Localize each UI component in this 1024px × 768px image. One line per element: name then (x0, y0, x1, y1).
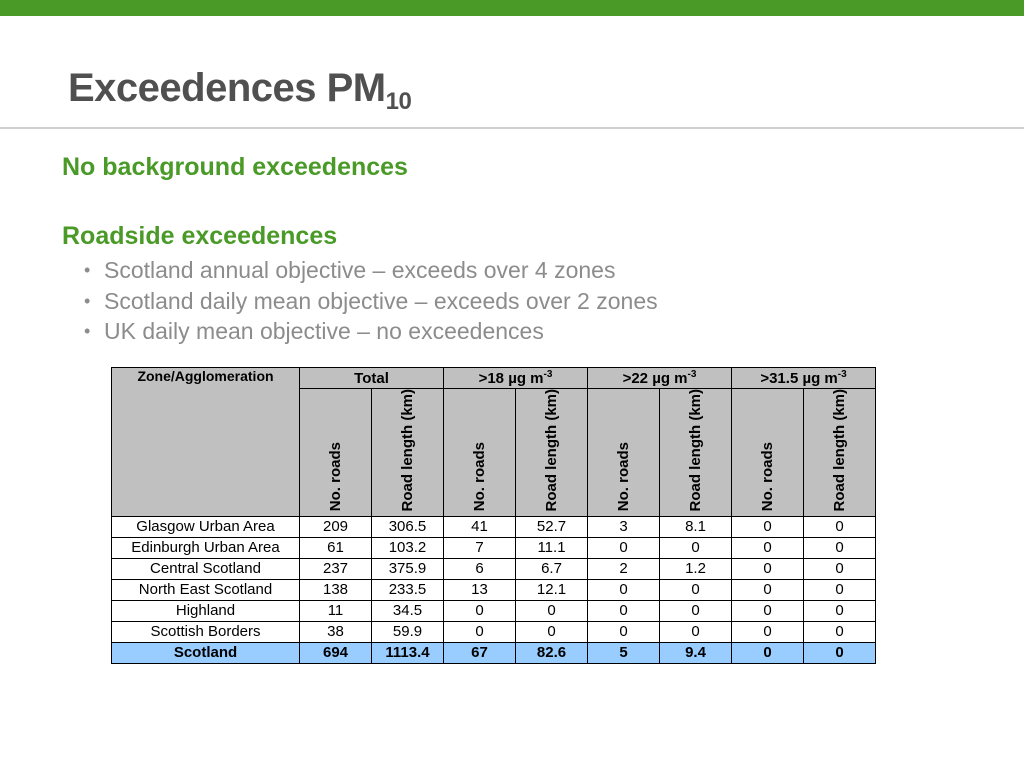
no-roads-cell: 38 (300, 621, 372, 642)
zone-cell: Glasgow Urban Area (112, 516, 300, 537)
table-total-row (112, 642, 876, 663)
group-header-18 (444, 368, 588, 389)
zone-cell: North East Scotland (112, 579, 300, 600)
road-length-cell: 6.7 (516, 558, 588, 579)
no-roads-cell: 0 (732, 516, 804, 537)
no-roads-cell: 0 (732, 642, 804, 663)
top-accent-bar (0, 0, 1024, 16)
road-length-cell: 0 (804, 642, 876, 663)
bullet-text: Scotland annual objective – exceeds over 4 zones (104, 257, 616, 283)
group-header-label: >18 µg m (478, 370, 544, 387)
no-roads-cell: 11 (300, 600, 372, 621)
no-roads-cell: 694 (300, 642, 372, 663)
no-roads-cell: 0 (588, 579, 660, 600)
zone-column-header: Zone/Agglomeration (112, 368, 300, 517)
bullet-item (84, 316, 658, 347)
zone-cell: Central Scotland (112, 558, 300, 579)
road-length-cell: 1113.4 (372, 642, 444, 663)
sub-header-no-roads (444, 389, 516, 517)
no-roads-cell: 138 (300, 579, 372, 600)
group-header-31-5 (732, 368, 876, 389)
no-roads-cell: 0 (588, 537, 660, 558)
bullet-item (84, 286, 658, 317)
no-roads-cell: 13 (444, 579, 516, 600)
slide-title-subscript: 10 (385, 88, 412, 115)
road-length-cell: 103.2 (372, 537, 444, 558)
road-length-cell: 0 (660, 537, 732, 558)
zone-cell: Edinburgh Urban Area (112, 537, 300, 558)
road-length-cell: 0 (804, 600, 876, 621)
group-header-total (300, 368, 444, 389)
sub-header-road-length (804, 389, 876, 517)
table-row (112, 537, 876, 558)
road-length-cell: 9.4 (660, 642, 732, 663)
table-row (112, 516, 876, 537)
road-length-cell: 0 (804, 516, 876, 537)
road-length-cell: 0 (516, 621, 588, 642)
bullet-item (84, 255, 658, 286)
no-roads-cell: 5 (588, 642, 660, 663)
zone-cell: Scotland (112, 642, 300, 663)
no-roads-cell: 0 (588, 621, 660, 642)
road-length-cell: 0 (804, 579, 876, 600)
group-header-label: Total (354, 370, 389, 387)
no-roads-cell: 0 (732, 558, 804, 579)
sub-header-label: Road length (km) (399, 389, 416, 512)
sub-header-label: Road length (km) (687, 389, 704, 512)
table-row (112, 621, 876, 642)
road-length-cell: 0 (660, 600, 732, 621)
bullet-text: UK daily mean objective – no exceedences (104, 318, 544, 344)
road-length-cell: 8.1 (660, 516, 732, 537)
heading-roadside: Roadside exceedences (62, 222, 338, 250)
sub-header-label: No. roads (759, 442, 776, 512)
no-roads-cell: 41 (444, 516, 516, 537)
no-roads-cell: 61 (300, 537, 372, 558)
road-length-cell: 375.9 (372, 558, 444, 579)
sub-header-no-roads (300, 389, 372, 517)
no-roads-cell: 0 (444, 600, 516, 621)
table-row (112, 558, 876, 579)
no-roads-cell: 0 (732, 621, 804, 642)
group-header-superscript: -3 (543, 369, 553, 380)
road-length-cell: 82.6 (516, 642, 588, 663)
sub-header-label: No. roads (327, 442, 344, 512)
no-roads-cell: 0 (732, 600, 804, 621)
road-length-cell: 0 (804, 537, 876, 558)
heading-background: No background exceedences (62, 153, 408, 181)
zone-cell: Highland (112, 600, 300, 621)
slide-title (68, 66, 411, 116)
road-length-cell: 12.1 (516, 579, 588, 600)
road-length-cell: 0 (804, 621, 876, 642)
no-roads-cell: 0 (732, 579, 804, 600)
slide-title-text: Exceedences PM (68, 66, 386, 110)
road-length-cell: 0 (660, 579, 732, 600)
sub-header-road-length (660, 389, 732, 517)
road-length-cell: 0 (804, 558, 876, 579)
no-roads-cell: 237 (300, 558, 372, 579)
road-length-cell: 1.2 (660, 558, 732, 579)
no-roads-cell: 0 (444, 621, 516, 642)
table-row (112, 579, 876, 600)
no-roads-cell: 2 (588, 558, 660, 579)
no-roads-cell: 6 (444, 558, 516, 579)
road-length-cell: 233.5 (372, 579, 444, 600)
group-header-label: >31.5 µg m (760, 370, 838, 387)
sub-header-no-roads (588, 389, 660, 517)
sub-header-label: Road length (km) (543, 389, 560, 512)
table-row (112, 600, 876, 621)
group-header-label: >22 µg m (622, 370, 688, 387)
road-length-cell: 0 (660, 621, 732, 642)
no-roads-cell: 0 (588, 600, 660, 621)
sub-header-label: No. roads (615, 442, 632, 512)
bullet-icon: • (84, 321, 91, 341)
bullet-icon: • (84, 290, 91, 311)
sub-header-no-roads (732, 389, 804, 517)
sub-header-label: No. roads (471, 442, 488, 512)
bullet-list (84, 255, 658, 347)
no-roads-cell: 67 (444, 642, 516, 663)
road-length-cell: 0 (516, 600, 588, 621)
sub-header-road-length (516, 389, 588, 517)
sub-header-road-length (372, 389, 444, 517)
group-header-22 (588, 368, 732, 389)
road-length-cell: 34.5 (372, 600, 444, 621)
bullet-text: Scotland daily mean objective – exceeds over 2 zones (104, 287, 658, 314)
bullet-icon: • (84, 260, 91, 280)
road-length-cell: 11.1 (516, 537, 588, 558)
no-roads-cell: 209 (300, 516, 372, 537)
zone-cell: Scottish Borders (112, 621, 300, 642)
group-header-superscript: -3 (837, 369, 847, 380)
no-roads-cell: 7 (444, 537, 516, 558)
road-length-cell: 59.9 (372, 621, 444, 642)
sub-header-label: Road length (km) (831, 389, 848, 512)
exceedences-table (111, 367, 876, 664)
table-group-header-row (112, 368, 876, 389)
no-roads-cell: 3 (588, 516, 660, 537)
group-header-superscript: -3 (687, 369, 697, 380)
road-length-cell: 52.7 (516, 516, 588, 537)
title-divider (0, 127, 1024, 129)
table-body (112, 516, 876, 663)
road-length-cell: 306.5 (372, 516, 444, 537)
no-roads-cell: 0 (732, 537, 804, 558)
